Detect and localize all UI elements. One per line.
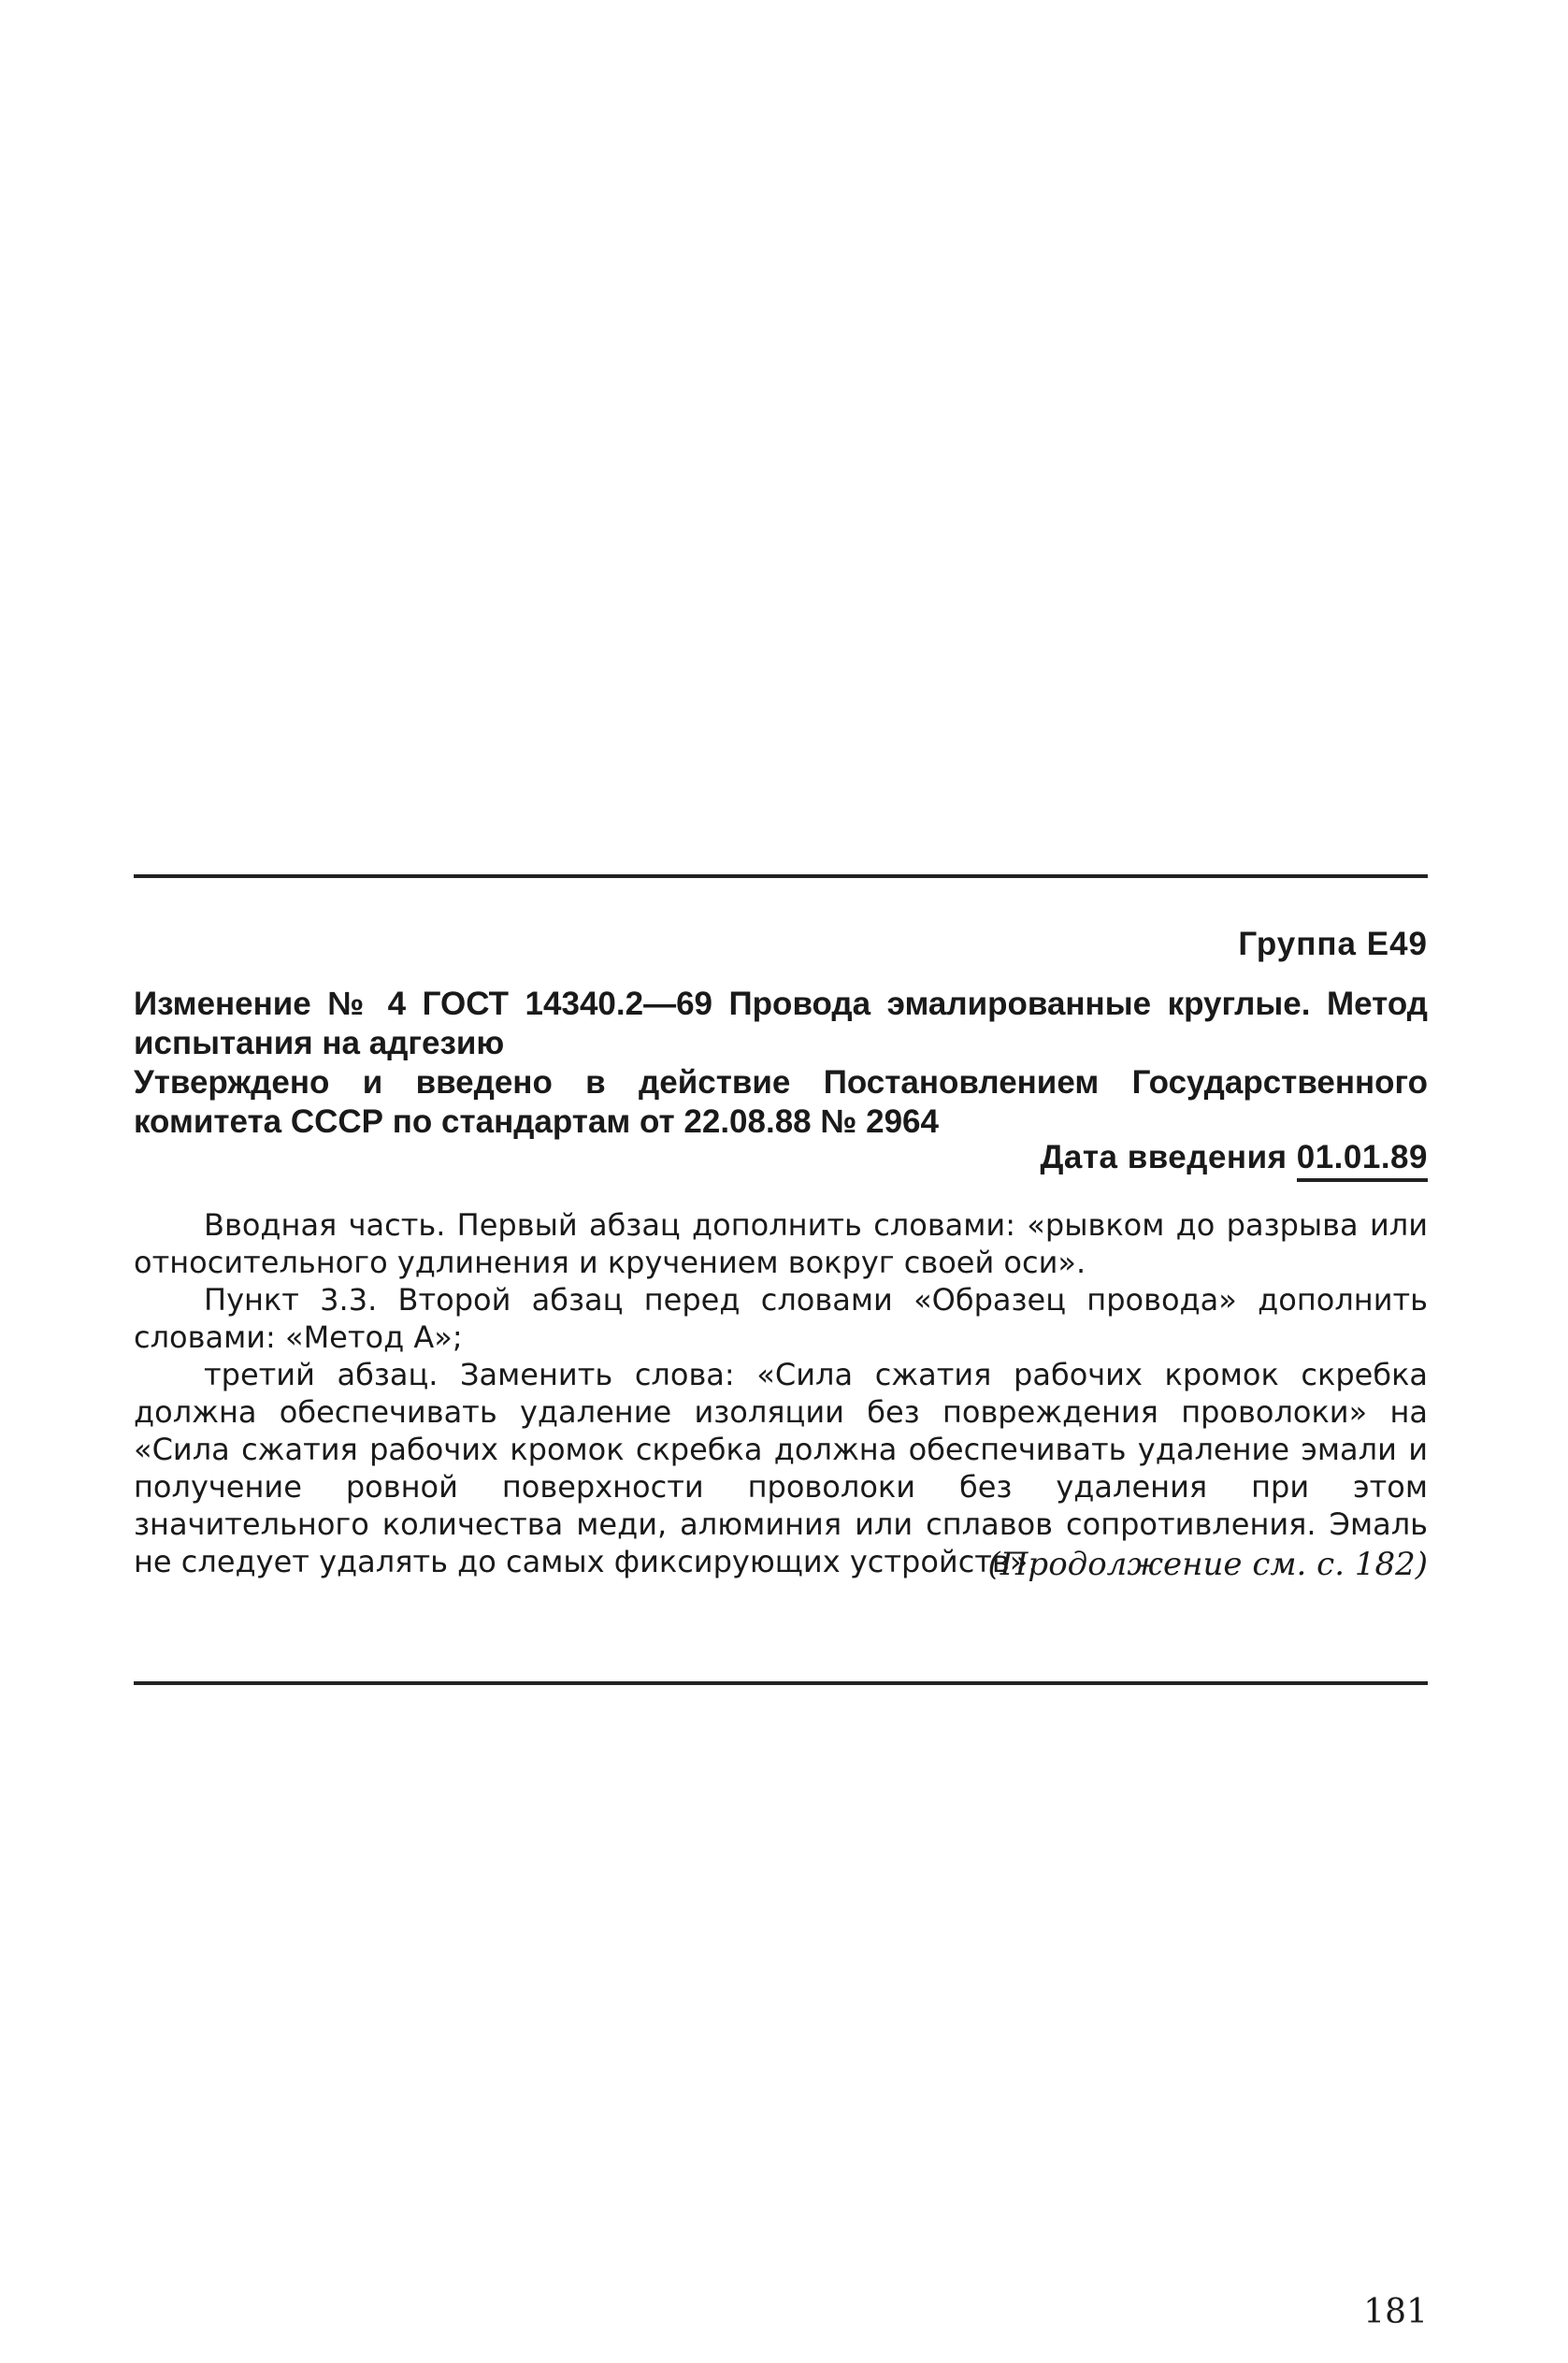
top-divider — [134, 874, 1428, 878]
page-number: 181 — [1363, 2293, 1428, 2331]
classification-group: Группа Е49 — [1238, 926, 1428, 962]
paragraph-intro: Вводная часть. Первый абзац дополнить словами: «рывком до разрыва или относительного удлинения и кручением вокруг своей оси». — [134, 1207, 1428, 1280]
effective-date — [1040, 1139, 1428, 1182]
paragraph-clause-3-3: Пункт 3.3. Второй абзац перед словами «Образец провода» дополнить словами: «Метод А»; — [134, 1282, 1428, 1355]
amendment-body — [134, 1206, 1428, 1580]
approval-statement: Утверждено и введено в действие Постановлением Государственного комитета СССР по стандартам от 22.08.88 № 2964 — [134, 1064, 1428, 1140]
bottom-divider — [134, 1681, 1428, 1685]
continuation-note: (Продолжение см. с. 182) — [987, 1546, 1428, 1583]
paragraph-third: третий абзац. Заменить слова: «Сила сжатия рабочих кромок скребка должна обеспечивать удаление изоляции без повреждения проволоки» на «Сила сжатия рабочих кромок скребка должна обеспечивать удаление эмали и получение ровной поверхности проволоки без удаления при этом значительного количества меди, алюминия или сплавов сопротивления. Эмаль не следует удалять до самых фиксирующих устройств». — [134, 1357, 1428, 1579]
effective-date-value: 01.01.89 — [1297, 1139, 1428, 1182]
amendment-title: Изменение № 4 ГОСТ 14340.2—69 Провода эмалированные круглые. Метод испытания на адгезию — [134, 986, 1428, 1061]
effective-date-label: Дата введения — [1040, 1139, 1297, 1175]
